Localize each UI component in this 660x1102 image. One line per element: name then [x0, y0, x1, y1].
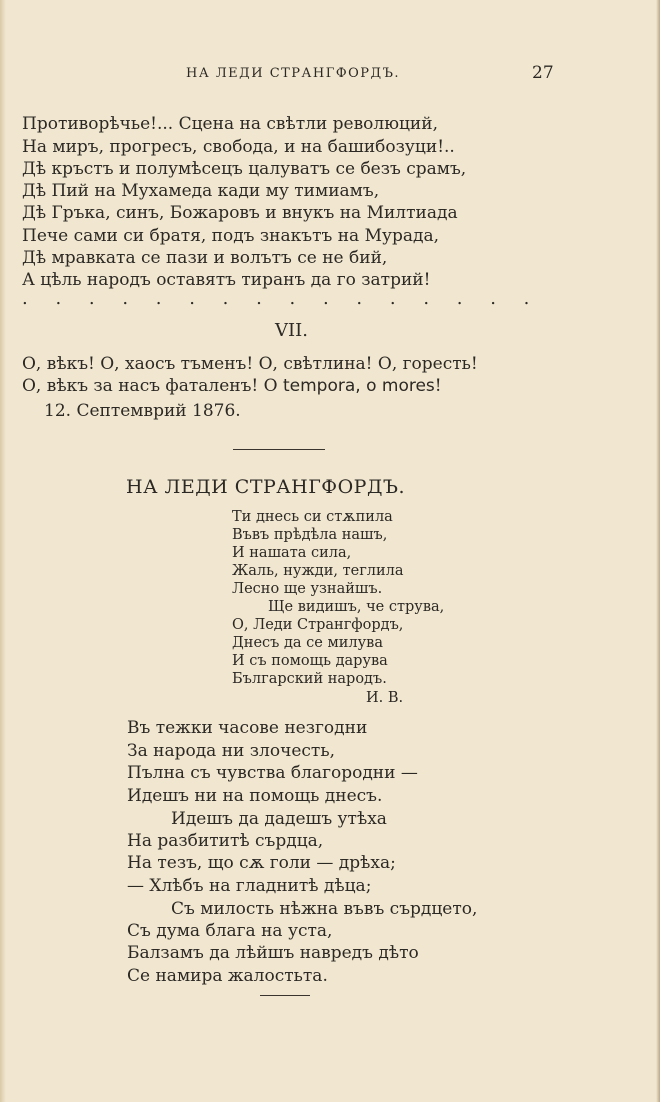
verse-line: Съ дума блага на уста, — [127, 921, 333, 941]
verse-line: Пълна съ чувства благородни — — [127, 763, 418, 783]
epigraph-line: И нашата сила, — [232, 545, 352, 561]
stanza-line: А цѣль народъ оставятъ тиранъ да го затрий! — [22, 270, 431, 290]
page-number: 27 — [532, 63, 554, 83]
section-line — [22, 376, 442, 396]
verse-line: Балзамъ да лѣйшъ навредъ дѣто — [127, 943, 419, 963]
stanza-line: Противорѣчье!... Сцена на свѣтли революций, — [22, 114, 438, 134]
verse-line: На тезъ, що сѫ голи — дрѣха; — [127, 853, 396, 873]
epigraph-line: Въвъ прѣдѣла нашъ, — [232, 527, 388, 543]
verse-line: Идешъ да дадешъ утѣха — [171, 809, 387, 829]
ellipsis-dots: . . . . . . . . . . . . . . . . — [22, 288, 541, 309]
section-line: О, вѣкъ! О, хаосъ тъменъ! О, свѣтлина! О, горесть! — [22, 354, 478, 374]
verse-line: Идешъ ни на помощь днесъ. — [127, 786, 383, 806]
stanza-line: Дѣ мравката се пази и волътъ се не бий, — [22, 248, 388, 268]
section-line-start: О, вѣкъ за насъ фаталенъ! О — [22, 376, 283, 396]
date-line: 12. Септемврий 1876. — [44, 401, 241, 421]
latin-phrase: tempora, o mores — [283, 376, 435, 396]
verse-line: На разбититѣ сърдца, — [127, 831, 324, 851]
section-line-end: ! — [434, 376, 442, 396]
epigraph-line: Жаль, нужди, теглила — [232, 563, 404, 579]
stanza-line: На миръ, прогресъ, свобода, и на башибозуци!.. — [22, 137, 455, 157]
section-numeral: VII. — [275, 320, 308, 341]
divider-rule — [233, 449, 325, 450]
verse-line: Се намира жалостьта. — [127, 966, 328, 986]
running-head: НА ЛЕДИ СТРАНГФОРДЪ. — [186, 66, 401, 81]
end-rule — [260, 995, 310, 996]
poem-title: НА ЛЕДИ СТРАНГФОРДЪ. — [126, 476, 406, 498]
epigraph-line: О, Леди Странгфордъ, — [232, 617, 404, 633]
stanza-line: Дѣ Пий на Мухамеда кади му тимиамъ, — [22, 181, 380, 201]
epigraph-line: Лесно ще узнайшъ. — [232, 581, 383, 597]
verse-line: Въ тежки часове незгодни — [127, 718, 368, 738]
verse-line: За народа ни злочесть, — [127, 741, 335, 761]
epigraph-line: И съ помощь дарува — [232, 653, 388, 669]
verse-line: — Хлѣбъ на гладнитѣ дѣца; — [127, 876, 372, 896]
page-edge-left — [0, 0, 6, 1102]
stanza-line: Дѣ кръстъ и полумѣсецъ цалуватъ се безъ срамъ, — [22, 159, 467, 179]
epigraph-line: Българский народъ. — [232, 671, 387, 687]
stanza-line: Дѣ Гръка, синъ, Божаровъ и внукъ на Милтиада — [22, 203, 458, 223]
epigraph-line: Ти днесь си стѫпила — [232, 509, 393, 525]
epigraph-line: Днесъ да се милува — [232, 635, 383, 651]
epigraph-line: Ще видишъ, че струва, — [268, 599, 445, 615]
page-edge-right — [656, 0, 660, 1102]
verse-line: Съ милость нѣжна въвъ сърдцето, — [171, 899, 478, 919]
stanza-line: Пече сами си братя, подъ знакътъ на Мурада, — [22, 226, 440, 246]
epigraph-signature: И. В. — [366, 690, 404, 706]
